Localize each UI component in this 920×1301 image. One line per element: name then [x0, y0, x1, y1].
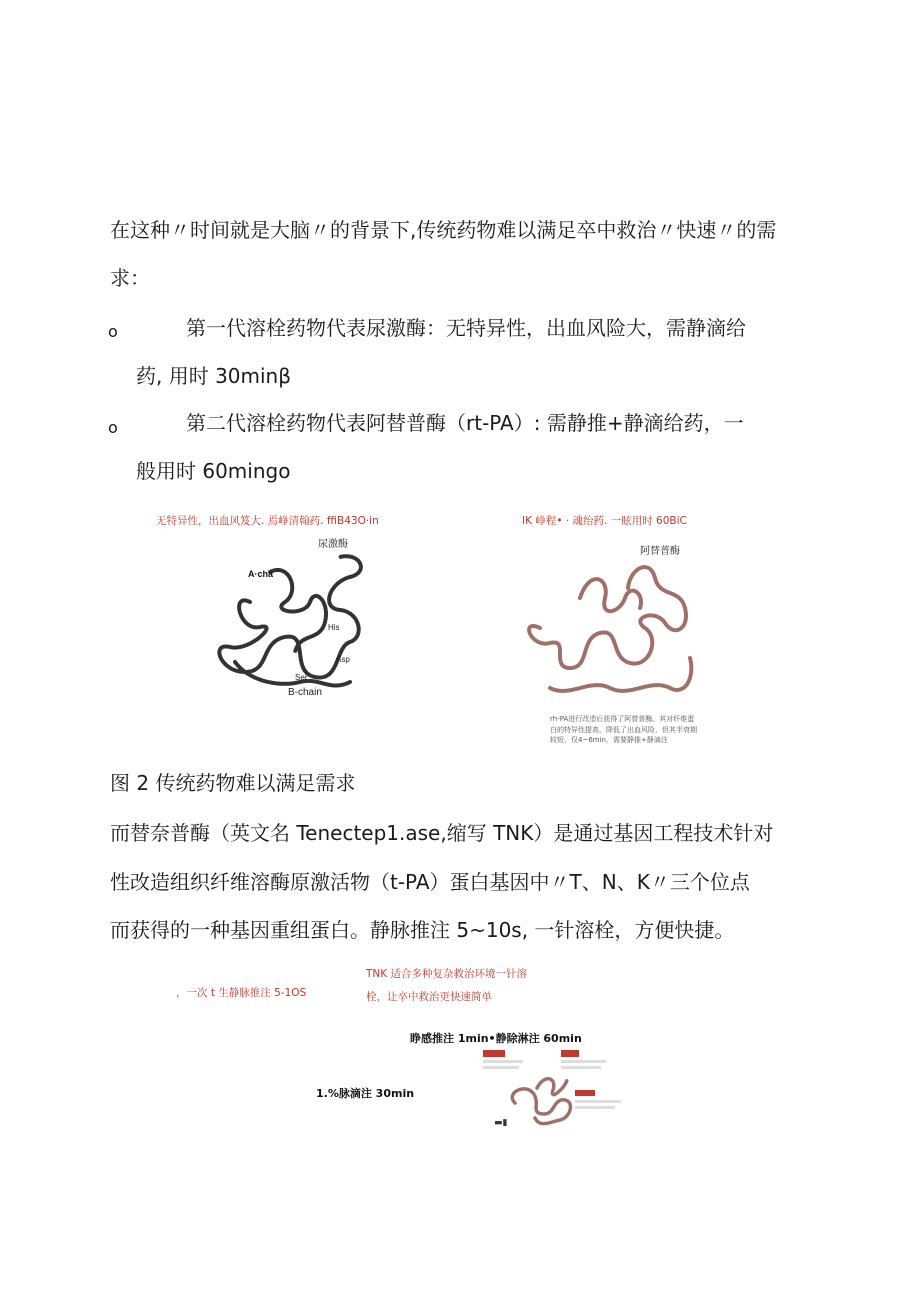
his-label: His [328, 623, 340, 632]
bullet-1-line-1: 第一代溶栓药物代表尿激酶：无特异性，出血风险大，需静滴给 [186, 316, 746, 340]
intro-line-2: 求： [110, 266, 150, 290]
a-chain-label: A·cha [248, 569, 274, 579]
bullet-2-line-1: 第二代溶栓药物代表阿替普酶（rt-PA）: 需静推+静滴给药，一 [186, 411, 744, 435]
urokinase-structure-image [210, 532, 380, 704]
bullet-1-line-2: 药, 用时 30minβ [136, 364, 291, 388]
fig3-left-label: 1.%脉滴注 30min [316, 1087, 415, 1100]
tnk-line-3: 而获得的一种基因重组蛋白。静脉推注 5~10s, 一针溶栓，方便快捷。 [110, 918, 735, 942]
tnk-structure-image [475, 1048, 625, 1128]
urokinase-title: 尿激酶 [318, 539, 348, 550]
fig3-title-line-2: 栓，让卒中救治更快速简单 [366, 991, 492, 1003]
alteplase-note: rh-PA进行改造后获得了阿替普酶。其对纤维蛋白的特异性提高，降低了出血风险，但其半衰期较短，仅4~6min，需要静推+静滴注 [550, 715, 697, 744]
intro-line-1: 在这种〃时间就是大脑〃的背景下,传统药物难以满足卒中救治〃快速〃的需 [110, 218, 777, 242]
fig2-right-caption: IK 峥程• · 魂绐药. 一眩用时 60BiC [522, 515, 687, 527]
bullet-2-line-2: 般用时 60mingo [136, 459, 291, 483]
alteplase-title: 阿替普酶 [640, 546, 680, 557]
bullet-marker-2: o [108, 418, 118, 437]
fig3-bottom-mark: ▬▮ [494, 1118, 508, 1128]
b-chain-label: B-chain [288, 687, 322, 698]
bullet-marker-1: o [108, 322, 118, 341]
fig2-left-caption: 无特异性，出血风笈大. 焉峥清翰药. ffiB43O·in [156, 515, 379, 527]
fig3-left-caption: ，一次 t 生静脉推注 5-1OS [176, 987, 307, 999]
alteplase-structure-image [510, 538, 710, 750]
fig3-title-line-1: TNK 适合多种复杂救治环境一针溶 [366, 968, 527, 980]
fig3-mid-label: 睁感推注 1min•静除淋注 60min [410, 1032, 582, 1045]
ser-label: Ser [295, 673, 308, 682]
figure-2-caption: 图 2 传统药物难以满足需求 [110, 771, 356, 795]
tnk-line-2: 性改造组织纤维溶酶原激活物（t-PA）蛋白基因中〃T、N、K〃三个位点 [110, 870, 750, 894]
tnk-line-1: 而替奈普酶（英文名 Tenectep1.ase,缩写 TNK）是通过基因工程技术针对 [110, 821, 774, 845]
asp-label: Asp [336, 655, 350, 664]
